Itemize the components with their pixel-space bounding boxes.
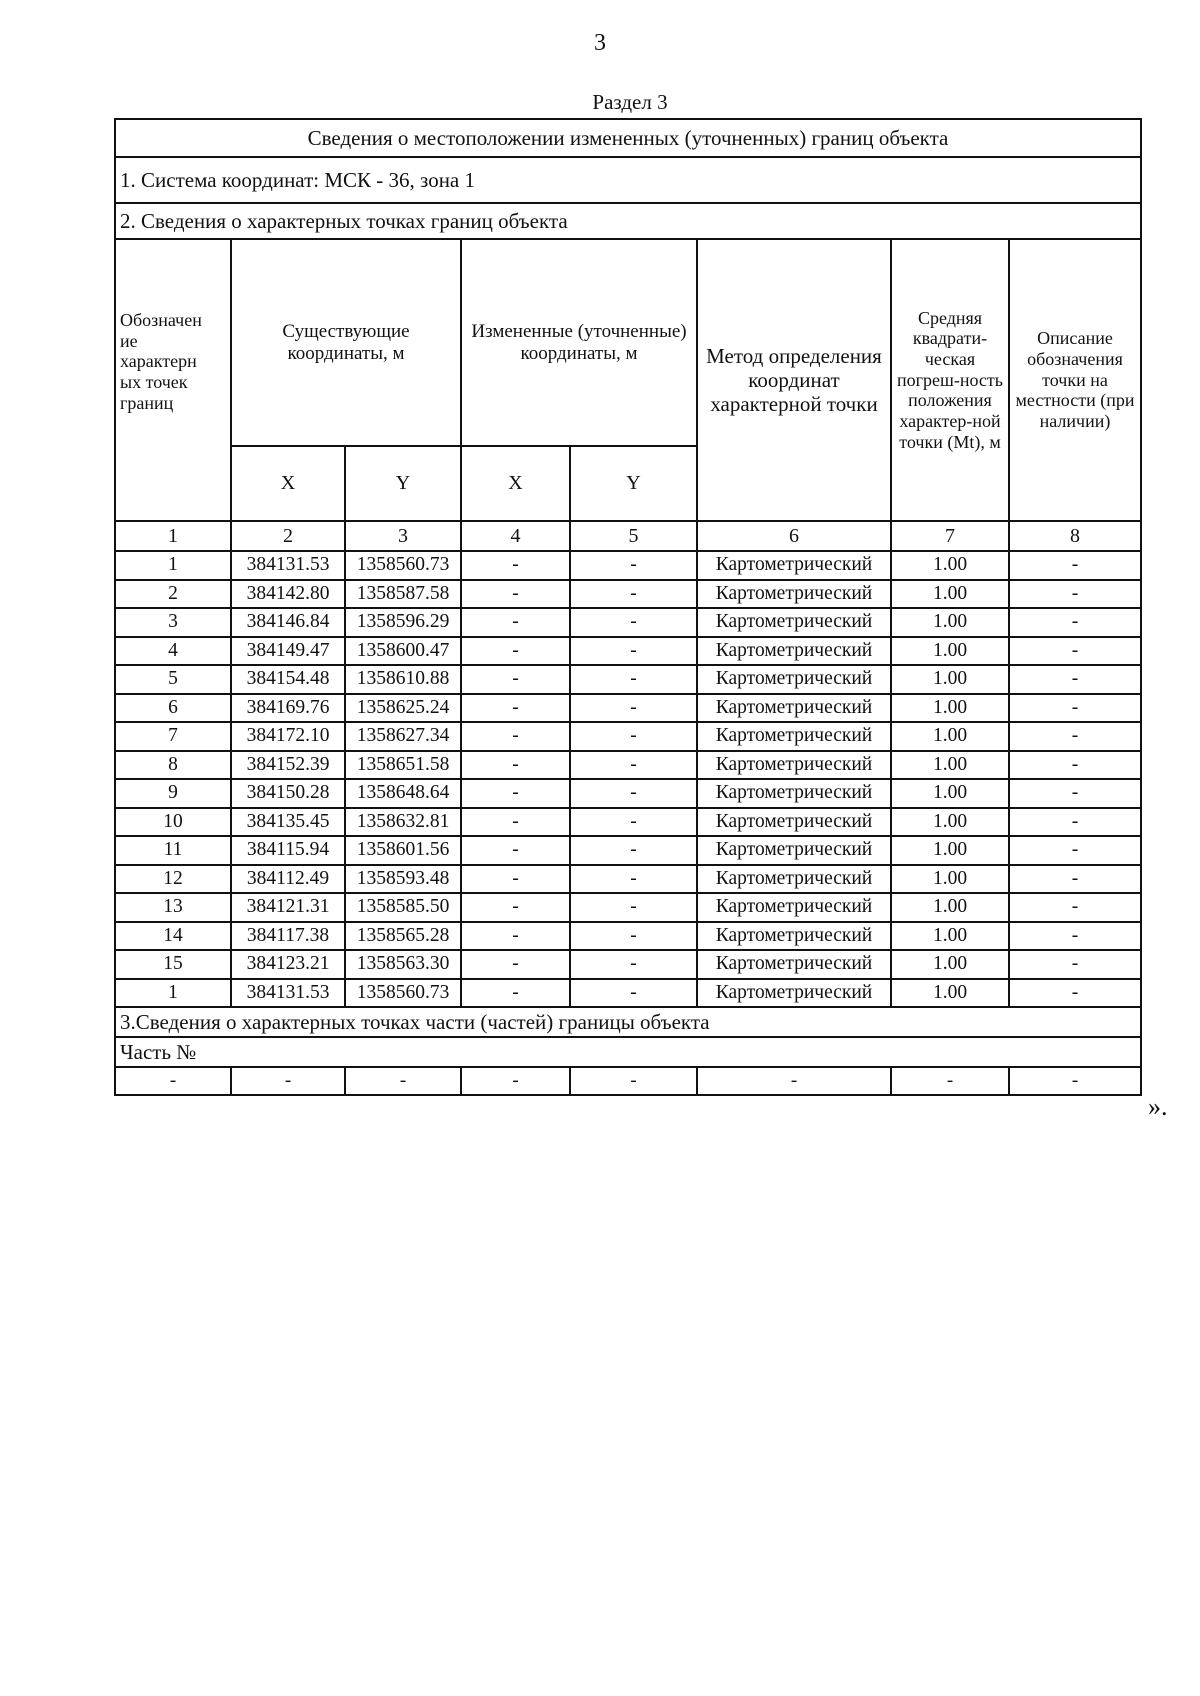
cell-method: Картометрический <box>697 608 891 637</box>
cell-point-number: 6 <box>115 694 231 723</box>
cell-existing-x: 384123.21 <box>231 950 345 979</box>
cell-existing-x: 384131.53 <box>231 551 345 580</box>
header-designation-line: границ <box>120 392 174 413</box>
header-designation-line: ие <box>120 330 138 351</box>
cell-point-number: 4 <box>115 637 231 666</box>
cell-description: - <box>1009 808 1141 837</box>
cell-mean-error: 1.00 <box>891 722 1009 751</box>
cell-existing-y: 1358610.88 <box>345 665 461 694</box>
section-label: Раздел 3 <box>592 90 668 114</box>
cell-method: Картометрический <box>697 694 891 723</box>
part-empty-cell: - <box>115 1067 231 1095</box>
table-row <box>115 779 1141 808</box>
cell-point-number: 14 <box>115 922 231 951</box>
cell-existing-y: 1358601.56 <box>345 836 461 865</box>
cell-existing-y: 1358560.73 <box>345 551 461 580</box>
cell-existing-y: 1358625.24 <box>345 694 461 723</box>
cell-changed-x: - <box>461 950 570 979</box>
cell-changed-y: - <box>570 865 697 894</box>
cell-existing-x: 384112.49 <box>231 865 345 894</box>
boundary-table <box>114 118 1142 1096</box>
cell-existing-y: 1358593.48 <box>345 865 461 894</box>
cell-changed-x: - <box>461 865 570 894</box>
cell-changed-x: - <box>461 922 570 951</box>
cell-changed-y: - <box>570 950 697 979</box>
table-title: Сведения о местоположении измененных (уточненных) границ объекта <box>115 119 1141 157</box>
cell-point-number: 3 <box>115 608 231 637</box>
cell-point-number: 2 <box>115 580 231 609</box>
cell-method: Картометрический <box>697 865 891 894</box>
column-number: 2 <box>231 521 345 551</box>
header-existing-coords: Существующие координаты, м <box>231 239 461 446</box>
column-number: 8 <box>1009 521 1141 551</box>
cell-point-number: 5 <box>115 665 231 694</box>
part-empty-row <box>115 1067 1141 1095</box>
cell-existing-x: 384117.38 <box>231 922 345 951</box>
cell-changed-y: - <box>570 580 697 609</box>
cell-existing-y: 1358627.34 <box>345 722 461 751</box>
cell-point-number: 11 <box>115 836 231 865</box>
cell-existing-x: 384149.47 <box>231 637 345 666</box>
cell-description: - <box>1009 580 1141 609</box>
part-empty-cell: - <box>345 1067 461 1095</box>
cell-mean-error: 1.00 <box>891 808 1009 837</box>
cell-existing-x: 384146.84 <box>231 608 345 637</box>
cell-changed-x: - <box>461 751 570 780</box>
part-empty-cell: - <box>461 1067 570 1095</box>
cell-method: Картометрический <box>697 836 891 865</box>
cell-method: Картометрический <box>697 779 891 808</box>
cell-point-number: 10 <box>115 808 231 837</box>
cell-description: - <box>1009 751 1141 780</box>
cell-method: Картометрический <box>697 751 891 780</box>
header-changed-coords: Измененные (уточненные) координаты, м <box>461 239 697 446</box>
cell-description: - <box>1009 608 1141 637</box>
cell-changed-x: - <box>461 608 570 637</box>
cell-changed-y: - <box>570 722 697 751</box>
cell-changed-x: - <box>461 694 570 723</box>
part-empty-cell: - <box>570 1067 697 1095</box>
cell-point-number: 15 <box>115 950 231 979</box>
cell-method: Картометрический <box>697 893 891 922</box>
cell-existing-x: 384150.28 <box>231 779 345 808</box>
header-description: Описание обозначения точки на местности (при наличии) <box>1009 239 1141 521</box>
cell-existing-x: 384152.39 <box>231 751 345 780</box>
cell-method: Картометрический <box>697 922 891 951</box>
cell-point-number: 7 <box>115 722 231 751</box>
cell-description: - <box>1009 694 1141 723</box>
cell-mean-error: 1.00 <box>891 836 1009 865</box>
cell-method: Картометрический <box>697 551 891 580</box>
table-row <box>115 893 1141 922</box>
table-row <box>115 551 1141 580</box>
cell-method: Картометрический <box>697 665 891 694</box>
cell-method: Картометрический <box>697 722 891 751</box>
cell-existing-y: 1358585.50 <box>345 893 461 922</box>
cell-mean-error: 1.00 <box>891 779 1009 808</box>
cell-changed-x: - <box>461 665 570 694</box>
cell-description: - <box>1009 551 1141 580</box>
cell-description: - <box>1009 637 1141 666</box>
cell-method: Картометрический <box>697 808 891 837</box>
cell-mean-error: 1.00 <box>891 580 1009 609</box>
cell-existing-x: 384154.48 <box>231 665 345 694</box>
cell-description: - <box>1009 922 1141 951</box>
points-heading: 2. Сведения о характерных точках границ объекта <box>115 203 1141 239</box>
header-designation <box>115 239 231 521</box>
table-row <box>115 836 1141 865</box>
table-row <box>115 608 1141 637</box>
table-row <box>115 979 1141 1008</box>
cell-existing-y: 1358563.30 <box>345 950 461 979</box>
cell-point-number: 1 <box>115 551 231 580</box>
cell-method: Картометрический <box>697 950 891 979</box>
cell-point-number: 9 <box>115 779 231 808</box>
column-number: 6 <box>697 521 891 551</box>
cell-changed-y: - <box>570 551 697 580</box>
header-error: Средняя квадрати-ческая погреш-ность положения характер-ной точки (Mt), м <box>891 239 1009 521</box>
cell-changed-x: - <box>461 779 570 808</box>
table-row <box>115 722 1141 751</box>
cell-changed-x: - <box>461 722 570 751</box>
cell-changed-y: - <box>570 979 697 1008</box>
cell-changed-y: - <box>570 808 697 837</box>
cell-existing-x: 384131.53 <box>231 979 345 1008</box>
table-row <box>115 637 1141 666</box>
cell-existing-y: 1358565.28 <box>345 922 461 951</box>
table-row <box>115 865 1141 894</box>
cell-description: - <box>1009 665 1141 694</box>
header-x-existing: X <box>231 446 345 521</box>
cell-point-number: 12 <box>115 865 231 894</box>
cell-mean-error: 1.00 <box>891 694 1009 723</box>
table-row <box>115 665 1141 694</box>
cell-changed-x: - <box>461 637 570 666</box>
cell-point-number: 1 <box>115 979 231 1008</box>
cell-changed-x: - <box>461 836 570 865</box>
cell-changed-y: - <box>570 608 697 637</box>
cell-mean-error: 1.00 <box>891 665 1009 694</box>
part-empty-cell: - <box>1009 1067 1141 1095</box>
cell-changed-y: - <box>570 637 697 666</box>
column-number: 3 <box>345 521 461 551</box>
column-number: 5 <box>570 521 697 551</box>
cell-existing-y: 1358600.47 <box>345 637 461 666</box>
part-empty-cell: - <box>231 1067 345 1095</box>
cell-existing-y: 1358632.81 <box>345 808 461 837</box>
cell-changed-y: - <box>570 922 697 951</box>
header-designation-line: характерн <box>120 351 197 372</box>
table-row <box>115 580 1141 609</box>
cell-changed-y: - <box>570 893 697 922</box>
cell-changed-x: - <box>461 580 570 609</box>
closing-quote: ». <box>1148 1092 1168 1121</box>
cell-description: - <box>1009 979 1141 1008</box>
header-method: Метод определения координат характерной точки <box>697 239 891 521</box>
cell-mean-error: 1.00 <box>891 637 1009 666</box>
cell-mean-error: 1.00 <box>891 551 1009 580</box>
header-y-changed: Y <box>570 446 697 521</box>
cell-existing-y: 1358596.29 <box>345 608 461 637</box>
cell-existing-x: 384121.31 <box>231 893 345 922</box>
header-designation-line: Обозначен <box>120 310 202 330</box>
cell-point-number: 13 <box>115 893 231 922</box>
column-number: 7 <box>891 521 1009 551</box>
page-number: 3 <box>594 30 606 56</box>
cell-changed-x: - <box>461 979 570 1008</box>
cell-method: Картометрический <box>697 580 891 609</box>
part-empty-cell: - <box>891 1067 1009 1095</box>
cell-changed-x: - <box>461 893 570 922</box>
header-designation-line: ых точек <box>120 372 188 393</box>
cell-mean-error: 1.00 <box>891 865 1009 894</box>
table-row <box>115 694 1141 723</box>
cell-mean-error: 1.00 <box>891 751 1009 780</box>
cell-description: - <box>1009 893 1141 922</box>
cell-existing-x: 384115.94 <box>231 836 345 865</box>
header-x-changed: X <box>461 446 570 521</box>
coordinate-system: 1. Система координат: МСК - 36, зона 1 <box>115 157 1141 203</box>
cell-existing-x: 384135.45 <box>231 808 345 837</box>
cell-description: - <box>1009 779 1141 808</box>
cell-mean-error: 1.00 <box>891 893 1009 922</box>
cell-existing-x: 384172.10 <box>231 722 345 751</box>
column-number-row <box>115 521 1141 551</box>
cell-description: - <box>1009 836 1141 865</box>
cell-changed-y: - <box>570 694 697 723</box>
cell-mean-error: 1.00 <box>891 608 1009 637</box>
cell-method: Картометрический <box>697 979 891 1008</box>
header-y-existing: Y <box>345 446 461 521</box>
cell-mean-error: 1.00 <box>891 950 1009 979</box>
cell-existing-y: 1358651.58 <box>345 751 461 780</box>
cell-description: - <box>1009 950 1141 979</box>
cell-existing-x: 384169.76 <box>231 694 345 723</box>
table-row <box>115 950 1141 979</box>
part-empty-cell: - <box>697 1067 891 1095</box>
table-row <box>115 922 1141 951</box>
parts-heading: 3.Сведения о характерных точках части (частей) границы объекта <box>115 1007 1141 1037</box>
cell-mean-error: 1.00 <box>891 922 1009 951</box>
cell-changed-y: - <box>570 665 697 694</box>
cell-existing-y: 1358648.64 <box>345 779 461 808</box>
table-row <box>115 808 1141 837</box>
cell-changed-y: - <box>570 836 697 865</box>
column-number: 4 <box>461 521 570 551</box>
cell-changed-x: - <box>461 808 570 837</box>
cell-existing-y: 1358587.58 <box>345 580 461 609</box>
cell-changed-y: - <box>570 751 697 780</box>
cell-changed-x: - <box>461 551 570 580</box>
column-number: 1 <box>115 521 231 551</box>
cell-method: Картометрический <box>697 637 891 666</box>
cell-mean-error: 1.00 <box>891 979 1009 1008</box>
cell-description: - <box>1009 865 1141 894</box>
cell-description: - <box>1009 722 1141 751</box>
cell-existing-y: 1358560.73 <box>345 979 461 1008</box>
cell-changed-y: - <box>570 779 697 808</box>
part-number-label: Часть № <box>115 1037 1141 1067</box>
cell-existing-x: 384142.80 <box>231 580 345 609</box>
table-row <box>115 751 1141 780</box>
cell-point-number: 8 <box>115 751 231 780</box>
